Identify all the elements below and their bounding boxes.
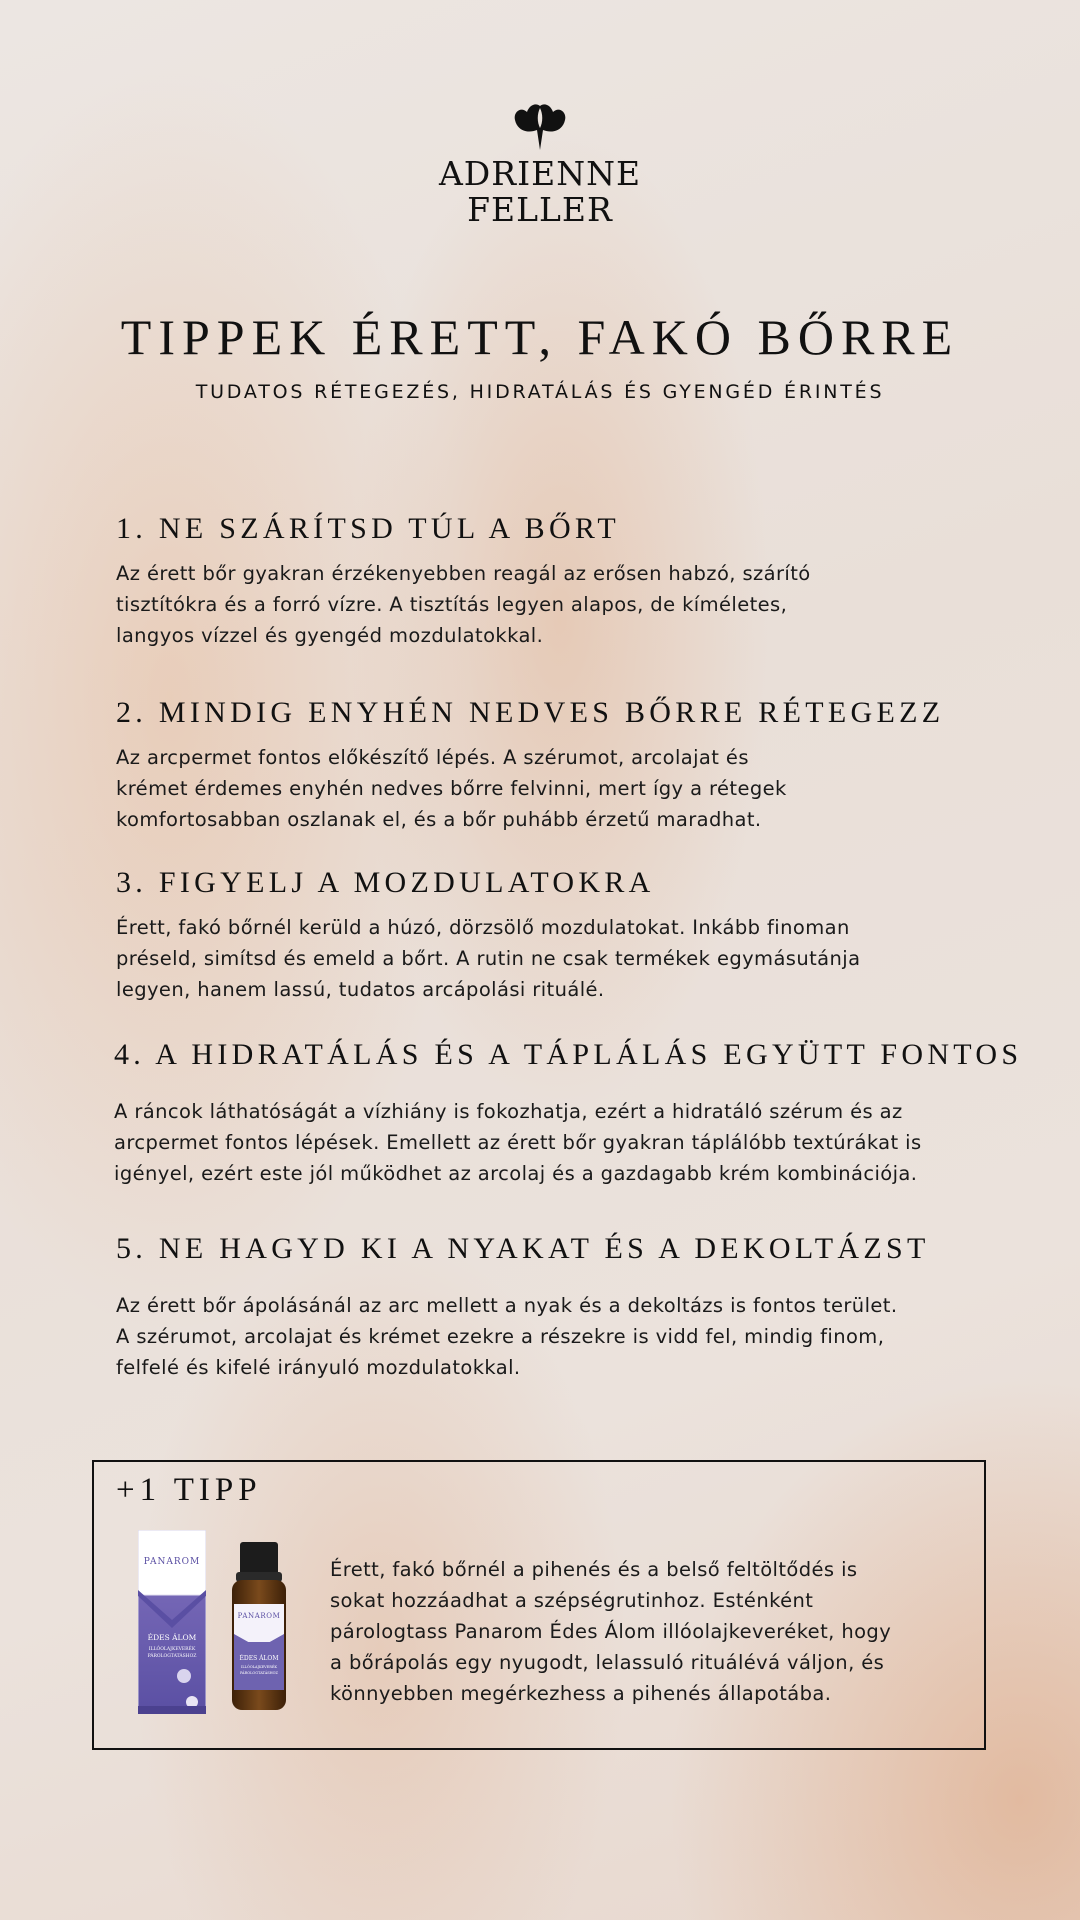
- tip-line: könnyebben megérkezhess a pihenés állapotába.: [330, 1682, 832, 1705]
- tip-line: igényel, ezért este jól működhet az arcolaj és a gazdagabb krém kombinációja.: [114, 1162, 918, 1185]
- tip-body: [116, 742, 1046, 835]
- tip-section-1: [116, 512, 1046, 651]
- brand-name-line2: FELLER: [467, 190, 613, 229]
- tip-heading: 2. MINDIG ENYHÉN NEDVES BŐRRE RÉTEGEZZ: [116, 696, 945, 729]
- tip-line: sokat hozzáadhat a szépségrutinhoz. Esténként: [330, 1589, 814, 1612]
- tip-line: Érett, fakó bőrnél kerüld a húzó, dörzsölő mozdulatokat. Inkább finoman: [116, 916, 850, 939]
- tip-line: komfortosabban oszlanak el, és a bőr puhább érzetű maradhat.: [116, 808, 762, 831]
- tip-heading: 3. FIGYELJ A MOZDULATOKRA: [116, 866, 655, 899]
- tip-section-4: [114, 1038, 1044, 1189]
- tip-line: préseld, simítsd és emeld a bőrt. A rutin ne csak termékek egymásutánja: [116, 947, 861, 970]
- tip-section-2: [116, 696, 1046, 835]
- tip-line: Az érett bőr ápolásánál az arc mellett a nyak és a dekoltázs is fontos terület.: [116, 1294, 898, 1317]
- tip-heading: 4. A HIDRATÁLÁS ÉS A TÁPLÁLÁS EGYÜTT FONTOS: [114, 1038, 1023, 1071]
- tip-line: tisztítókra és a forró vízre. A tisztítás legyen alapos, de kíméletes,: [116, 593, 788, 616]
- product-desc-line1: ILLÓOLAJKEVERÉK: [148, 1647, 196, 1652]
- product-desc-line2: PÁROLOGTATÁSHOZ: [147, 1654, 197, 1659]
- brand-logo: [0, 100, 1080, 228]
- tip-section-5: [116, 1232, 1046, 1383]
- brand-name-line1: ADRIENNE: [438, 154, 642, 193]
- tip-line: felfelé és kifelé irányuló mozdulatokkal.: [116, 1356, 521, 1379]
- tip-body: [116, 558, 1046, 651]
- tip-line: a bőrápolás egy nyugodt, lelassuló rituálévá váljon, és: [330, 1651, 885, 1674]
- tip-line: langyos vízzel és gyengéd mozdulatokkal.: [116, 624, 544, 647]
- bottle-desc-line2: PÁROLOGTATÁSHOZ: [240, 1671, 278, 1675]
- page-subtitle: TUDATOS RÉTEGEZÉS, HIDRATÁLÁS ÉS GYENGÉD ÉRINTÉS: [195, 381, 885, 403]
- bottle-desc-line1: ILLÓOLAJKEVERÉK: [240, 1665, 278, 1669]
- product-brand: PANAROM: [143, 1557, 201, 1567]
- tip-line: A szérumot, arcolajat és krémet ezekre a részekre is vidd fel, mindig finom,: [116, 1325, 885, 1348]
- tip-line: Az arcpermet fontos előkészítő lépés. A szérumot, arcolajat és: [116, 746, 749, 769]
- tip-body: [114, 1096, 1044, 1189]
- tip-line: Az érett bőr gyakran érzékenyebben reagál az erősen habzó, szárító: [116, 562, 811, 585]
- tip-heading: 5. NE HAGYD KI A NYAKAT ÉS A DEKOLTÁZST: [116, 1232, 930, 1265]
- page-title: TIPPEK ÉRETT, FAKÓ BŐRRE: [120, 309, 960, 365]
- tip-line: A ráncok láthatóságát a vízhiány is fokozhatja, ezért a hidratáló szérum és az: [114, 1100, 903, 1123]
- bonus-tip-box: [92, 1460, 986, 1750]
- tip-heading: 1. NE SZÁRÍTSD TÚL A BŐRT: [116, 512, 621, 545]
- bonus-tip-body: [330, 1554, 970, 1709]
- tip-body: [116, 1290, 1046, 1383]
- tip-line: Érett, fakó bőrnél a pihenés és a belső feltöltődés is: [330, 1558, 858, 1581]
- bottle-name: ÉDES ÁLOM: [239, 1655, 279, 1662]
- tip-body: [116, 912, 1046, 1005]
- sheep-icon: [177, 1669, 191, 1683]
- tip-section-3: [116, 866, 1046, 1005]
- tip-line: párologtass Panarom Édes Álom illóolajkeveréket, hogy: [330, 1620, 892, 1643]
- product-box-image: [138, 1530, 206, 1714]
- bottle-brand: PANAROM: [237, 1612, 281, 1620]
- product-bottle-image: [230, 1542, 288, 1712]
- tip-line: legyen, hanem lassú, tudatos arcápolási rituálé.: [116, 978, 605, 1001]
- flower-logo-icon: [513, 100, 567, 150]
- tip-line: krémet érdemes enyhén nedves bőrre felvinni, mert így a rétegek: [116, 777, 787, 800]
- product-name: ÉDES ÁLOM: [147, 1633, 197, 1642]
- tip-line: arcpermet fontos lépések. Emellett az érett bőr gyakran táplálóbb textúrákat is: [114, 1131, 922, 1154]
- bonus-tip-title: +1 TIPP: [116, 1472, 262, 1508]
